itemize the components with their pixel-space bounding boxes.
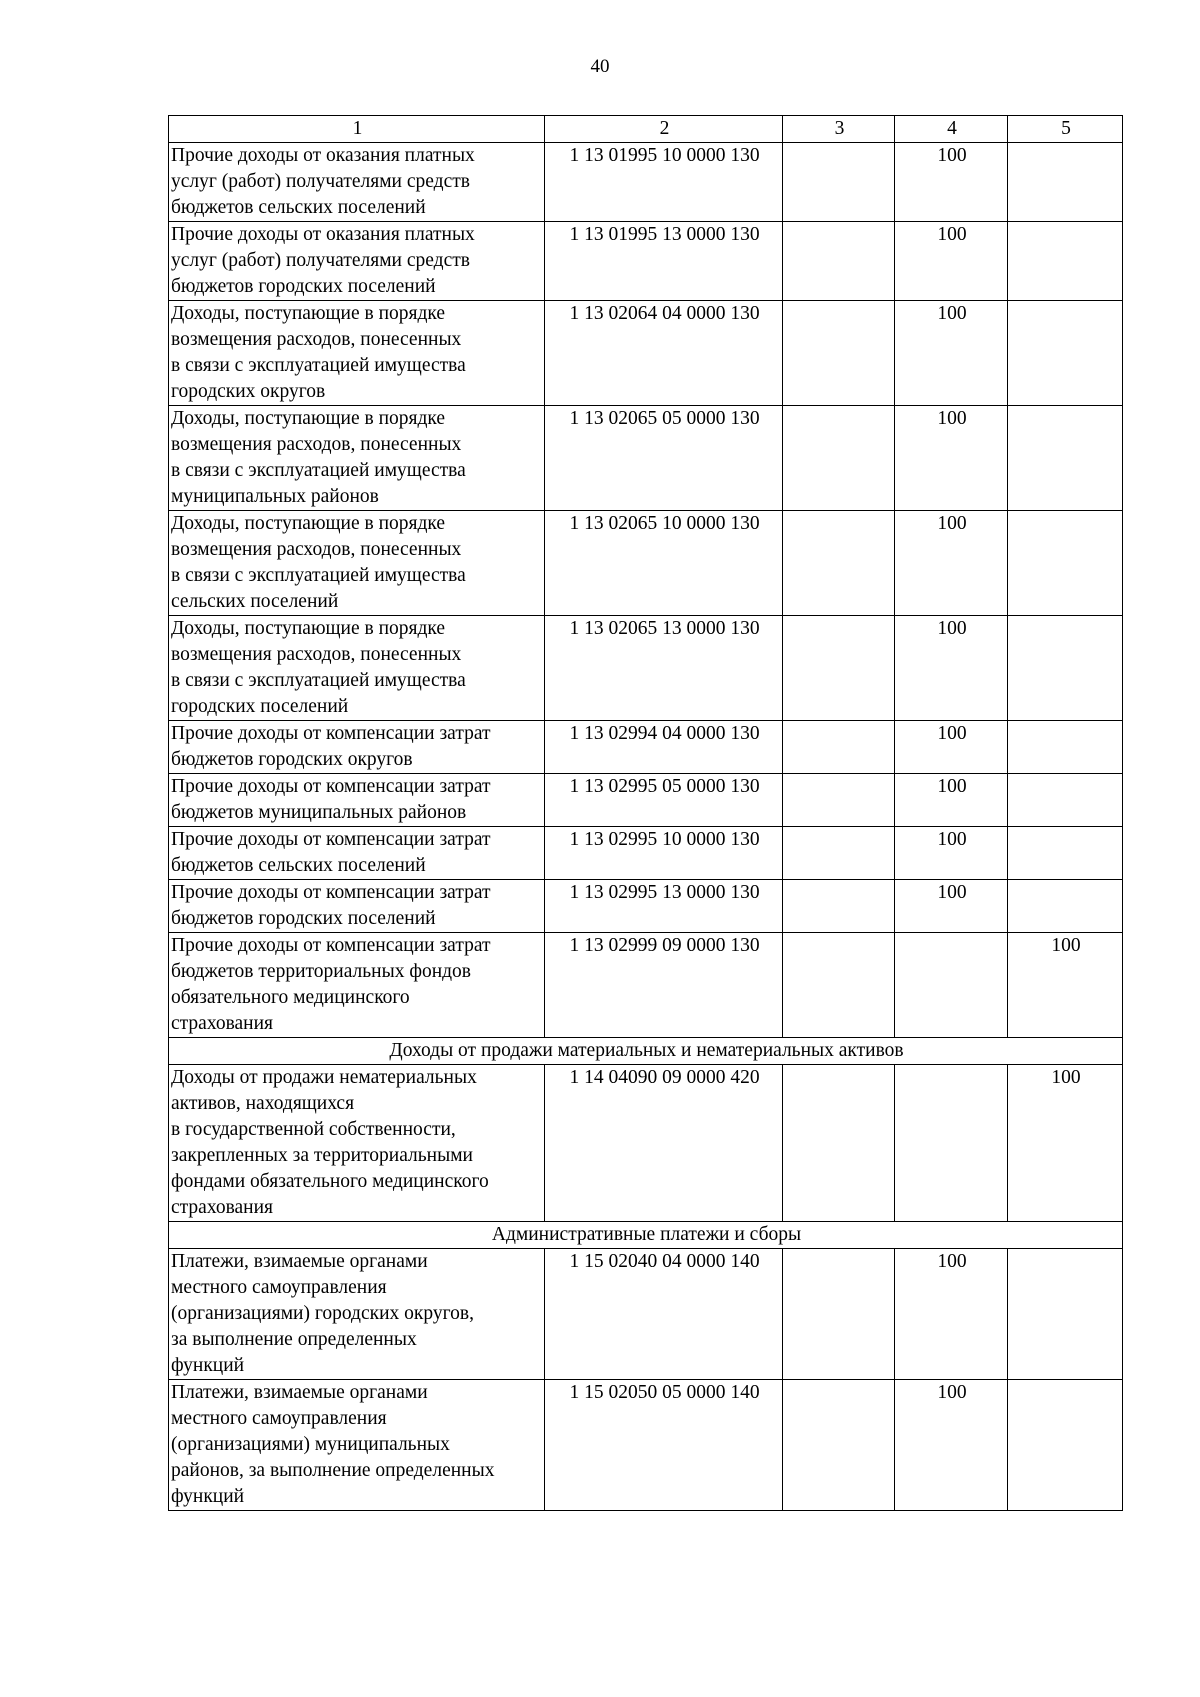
section-heading: Административные платежи и сборы	[169, 1222, 1123, 1249]
budget-code-cell: 1 13 02065 10 0000 130	[545, 511, 783, 616]
budget-code-cell: 1 14 04090 09 0000 420	[545, 1065, 783, 1222]
page-number: 40	[590, 56, 610, 77]
table-row	[169, 301, 1123, 406]
table-body	[169, 143, 1123, 1511]
table-row	[169, 933, 1123, 1038]
income-description-cell: Прочие доходы от компенсации затрат бюджетов городских округов	[169, 721, 545, 774]
column-3-cell	[783, 511, 895, 616]
column-4-cell: 100	[895, 721, 1008, 774]
income-description-cell: Доходы, поступающие в порядке возмещения расходов, понесенных в связи с эксплуатацией имущества городских поселений	[169, 616, 545, 721]
budget-code-cell: 1 13 02994 04 0000 130	[545, 721, 783, 774]
budget-code-cell: 1 13 02995 10 0000 130	[545, 827, 783, 880]
income-description-cell: Прочие доходы от компенсации затрат бюджетов муниципальных районов	[169, 774, 545, 827]
table-row	[169, 1380, 1123, 1511]
column-5-cell	[1008, 301, 1123, 406]
column-5-cell	[1008, 511, 1123, 616]
table-row	[169, 406, 1123, 511]
table-row	[169, 222, 1123, 301]
column-header-1: 1	[169, 116, 545, 143]
column-4-cell: 100	[895, 511, 1008, 616]
table-row	[169, 511, 1123, 616]
income-description-cell: Доходы от продажи нематериальных активов, находящихся в государственной собственности, закрепленных за территориальными фондами обязательного медицинского страхования	[169, 1065, 545, 1222]
budget-code-cell: 1 13 02065 13 0000 130	[545, 616, 783, 721]
column-5-cell	[1008, 406, 1123, 511]
column-3-cell	[783, 721, 895, 774]
income-description-cell: Платежи, взимаемые органами местного самоуправления (организациями) муниципальных районов, за выполнение определенных функций	[169, 1380, 545, 1511]
column-5-cell	[1008, 827, 1123, 880]
column-header-4: 4	[895, 116, 1008, 143]
table-header-row	[169, 116, 1123, 143]
budget-code-cell: 1 13 02064 04 0000 130	[545, 301, 783, 406]
income-description-cell: Прочие доходы от компенсации затрат бюджетов территориальных фондов обязательного медицинского страхования	[169, 933, 545, 1038]
column-3-cell	[783, 1380, 895, 1511]
column-4-cell: 100	[895, 774, 1008, 827]
income-description-cell: Прочие доходы от компенсации затрат бюджетов сельских поселений	[169, 827, 545, 880]
column-3-cell	[783, 143, 895, 222]
table-row	[169, 827, 1123, 880]
income-description-cell: Прочие доходы от компенсации затрат бюджетов городских поселений	[169, 880, 545, 933]
income-description-cell: Доходы, поступающие в порядке возмещения расходов, понесенных в связи с эксплуатацией имущества муниципальных районов	[169, 406, 545, 511]
table-row	[169, 721, 1123, 774]
column-4-cell	[895, 933, 1008, 1038]
column-5-cell: 100	[1008, 1065, 1123, 1222]
column-5-cell	[1008, 1380, 1123, 1511]
column-4-cell: 100	[895, 1249, 1008, 1380]
section-heading-row	[169, 1222, 1123, 1249]
column-3-cell	[783, 222, 895, 301]
column-3-cell	[783, 301, 895, 406]
column-4-cell: 100	[895, 301, 1008, 406]
column-3-cell	[783, 616, 895, 721]
column-4-cell: 100	[895, 1380, 1008, 1511]
revenue-table	[168, 115, 1123, 1511]
income-description-cell: Платежи, взимаемые органами местного самоуправления (организациями) городских округов, за выполнение определенных функций	[169, 1249, 545, 1380]
budget-code-cell: 1 15 02050 05 0000 140	[545, 1380, 783, 1511]
column-5-cell: 100	[1008, 933, 1123, 1038]
column-4-cell: 100	[895, 880, 1008, 933]
column-4-cell: 100	[895, 827, 1008, 880]
column-header-3: 3	[783, 116, 895, 143]
column-5-cell	[1008, 1249, 1123, 1380]
table-row	[169, 143, 1123, 222]
column-header-5: 5	[1008, 116, 1123, 143]
column-5-cell	[1008, 721, 1123, 774]
column-3-cell	[783, 406, 895, 511]
budget-code-cell: 1 13 02065 05 0000 130	[545, 406, 783, 511]
column-3-cell	[783, 827, 895, 880]
column-4-cell: 100	[895, 222, 1008, 301]
budget-code-cell: 1 13 02995 13 0000 130	[545, 880, 783, 933]
section-heading: Доходы от продажи материальных и нематериальных активов	[169, 1038, 1123, 1065]
column-5-cell	[1008, 774, 1123, 827]
table-row	[169, 774, 1123, 827]
section-heading-row	[169, 1038, 1123, 1065]
column-5-cell	[1008, 880, 1123, 933]
budget-code-cell: 1 15 02040 04 0000 140	[545, 1249, 783, 1380]
column-3-cell	[783, 880, 895, 933]
column-4-cell: 100	[895, 143, 1008, 222]
income-description-cell: Доходы, поступающие в порядке возмещения расходов, понесенных в связи с эксплуатацией имущества городских округов	[169, 301, 545, 406]
income-description-cell: Прочие доходы от оказания платных услуг (работ) получателями средств бюджетов сельских поселений	[169, 143, 545, 222]
column-4-cell: 100	[895, 616, 1008, 721]
column-5-cell	[1008, 143, 1123, 222]
budget-code-cell: 1 13 02999 09 0000 130	[545, 933, 783, 1038]
budget-code-cell: 1 13 01995 10 0000 130	[545, 143, 783, 222]
column-4-cell: 100	[895, 406, 1008, 511]
table-row	[169, 1249, 1123, 1380]
column-5-cell	[1008, 616, 1123, 721]
column-3-cell	[783, 774, 895, 827]
column-5-cell	[1008, 222, 1123, 301]
table-row	[169, 880, 1123, 933]
income-description-cell: Доходы, поступающие в порядке возмещения расходов, понесенных в связи с эксплуатацией имущества сельских поселений	[169, 511, 545, 616]
column-3-cell	[783, 1249, 895, 1380]
column-4-cell	[895, 1065, 1008, 1222]
income-description-cell: Прочие доходы от оказания платных услуг (работ) получателями средств бюджетов городских поселений	[169, 222, 545, 301]
budget-code-cell: 1 13 01995 13 0000 130	[545, 222, 783, 301]
table-row	[169, 616, 1123, 721]
column-3-cell	[783, 933, 895, 1038]
column-header-2: 2	[545, 116, 783, 143]
table-row	[169, 1065, 1123, 1222]
budget-code-cell: 1 13 02995 05 0000 130	[545, 774, 783, 827]
column-3-cell	[783, 1065, 895, 1222]
